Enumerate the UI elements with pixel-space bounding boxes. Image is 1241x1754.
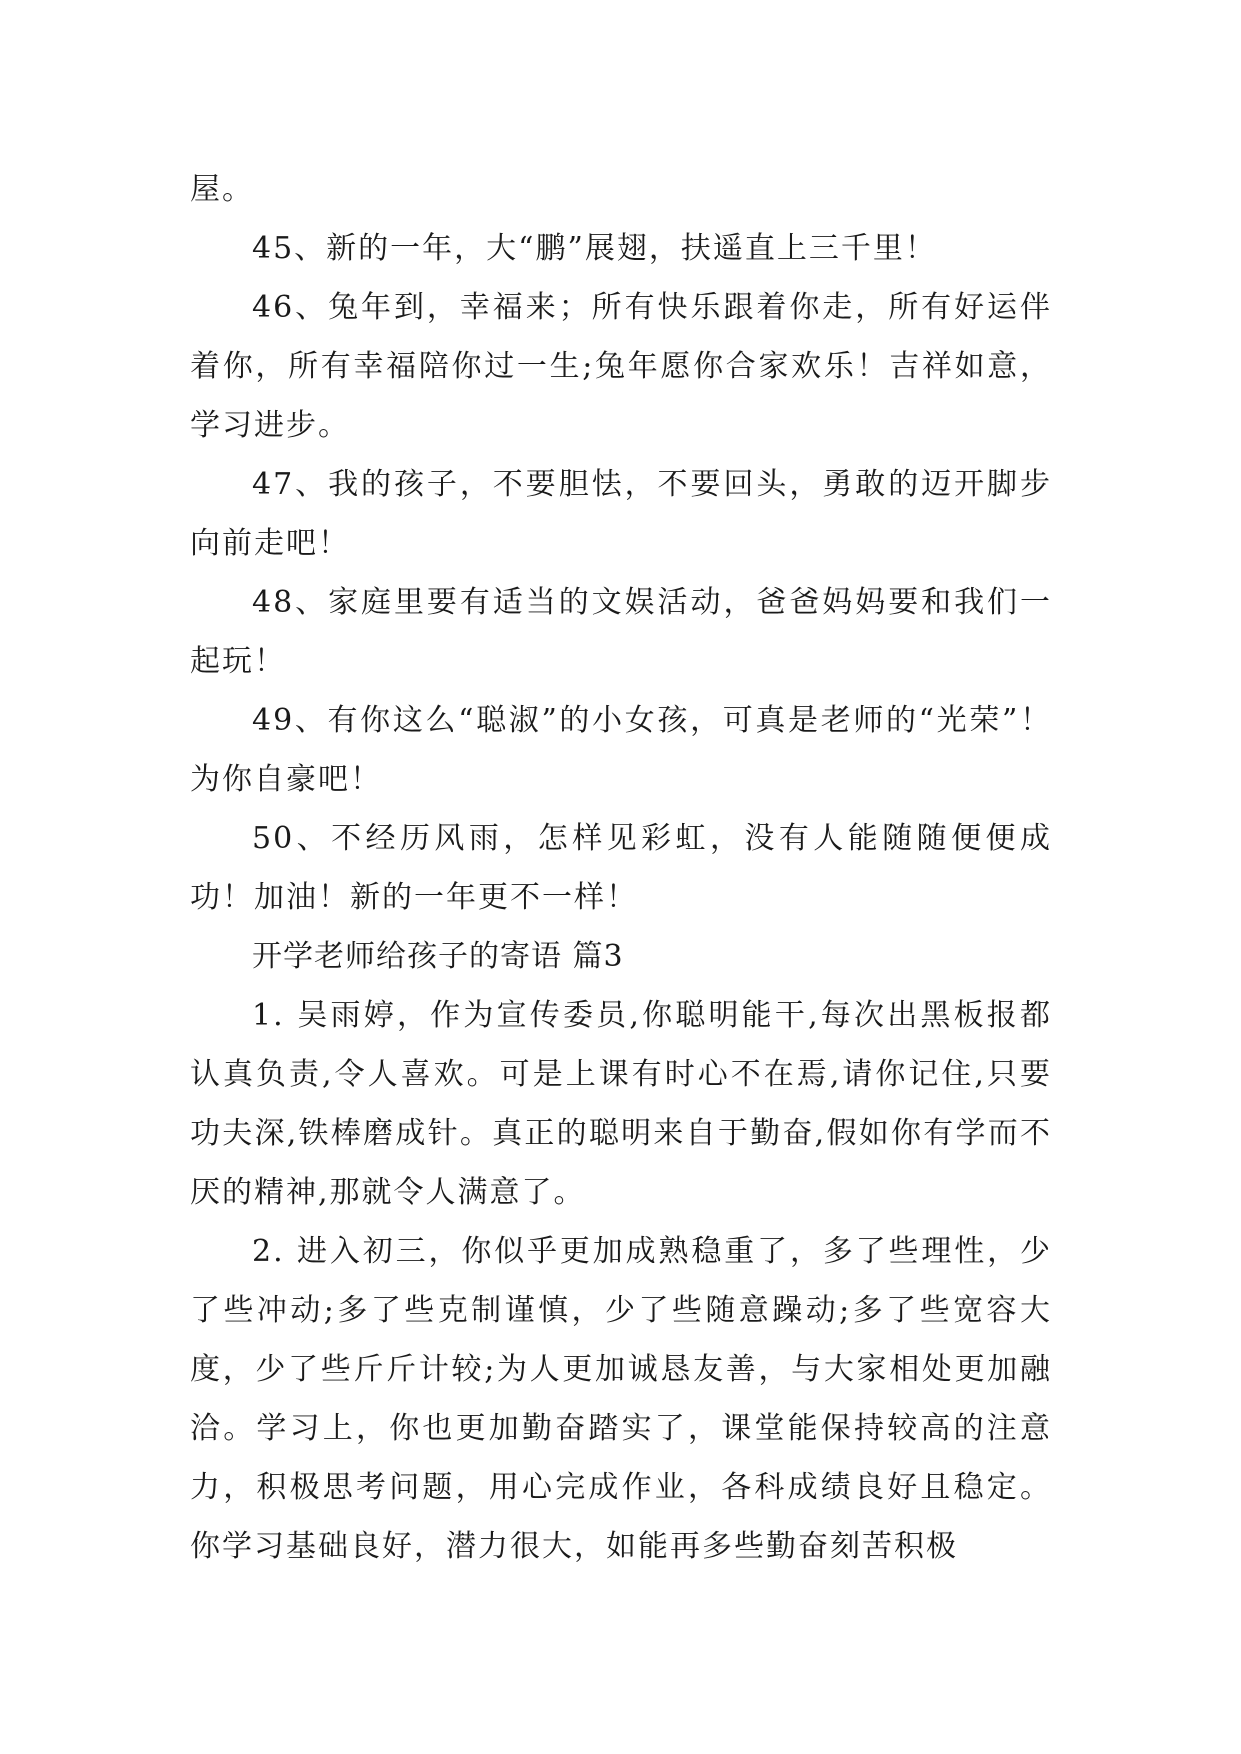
comment-item-2: 2. 进入初三，你似乎更加成熟稳重了，多了些理性，少了些冲动;多了些克制谨慎，少了些随意躁动;多了些宽容大度，少了些斤斤计较;为人更加诚恳友善，与大家相处更加融洽。学习上，你也更加勤奋踏实了，课堂能保持较高的注意力，积极思考问题，用心完成作业，各科成绩良好且稳定。你学习基础良好，潜力很大，如能再多些勤奋刻苦积极: [190, 1234, 1052, 1564]
wish-item-49: 49、有你这么“聪淑”的小女孩，可真是老师的“光荣”！为你自豪吧！: [190, 703, 1052, 797]
comment-item-1: 1. 吴雨婷，作为宣传委员,你聪明能干,每次出黑板报都认真负责,令人喜欢。可是上课有时心不在焉,请你记住,只要功夫深,铁棒磨成针。真正的聪明来自于勤奋,假如你有学而不厌的精神,那就令人满意了。: [190, 998, 1052, 1210]
wish-item-46: 46、兔年到，幸福来；所有快乐跟着你走，所有好运伴着你，所有幸福陪你过一生;兔年愿你合家欢乐！吉祥如意，学习进步。: [190, 290, 1052, 443]
section-heading: 开学老师给孩子的寄语 篇3: [252, 939, 624, 974]
continued-paragraph: 屋。: [190, 172, 254, 207]
wish-item-50: 50、不经历风雨，怎样见彩虹，没有人能随随便便成功！加油！新的一年更不一样！: [190, 821, 1052, 915]
wish-item-45: 45、新的一年，大“鹏”展翅，扶遥直上三千里！: [252, 231, 937, 266]
wish-item-48: 48、家庭里要有适当的文娱活动，爸爸妈妈要和我们一起玩！: [190, 585, 1052, 679]
document-body: [190, 160, 1052, 1576]
wish-item-47: 47、我的孩子，不要胆怯，不要回头，勇敢的迈开脚步向前走吧！: [190, 467, 1052, 561]
